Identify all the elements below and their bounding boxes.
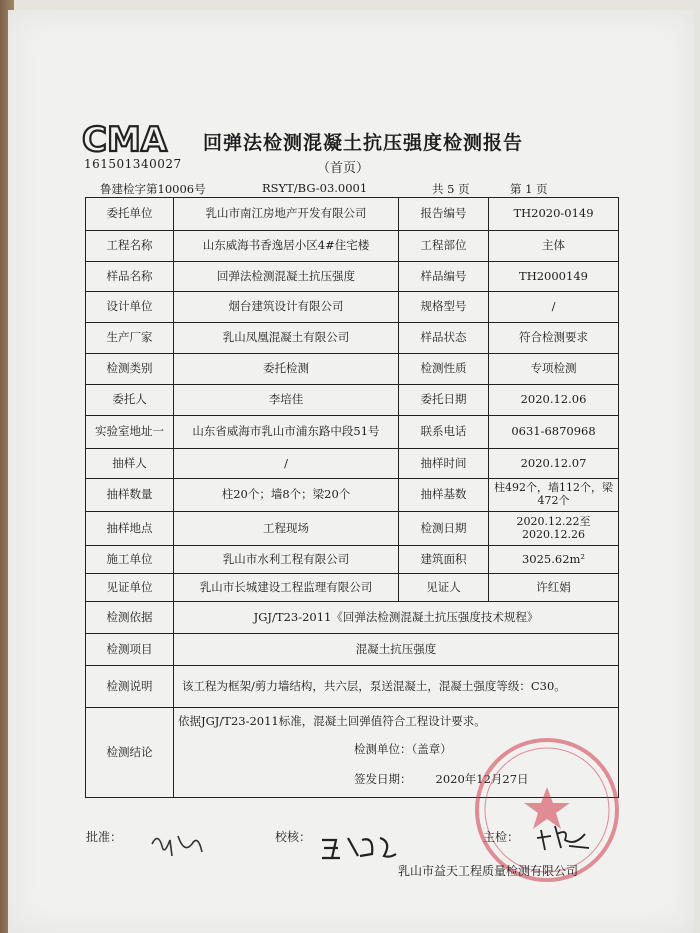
row-label: 样品编号 — [399, 262, 489, 292]
table-row — [86, 602, 619, 634]
row-label: 样品状态 — [399, 323, 489, 354]
row-label: 生产厂家 — [86, 323, 174, 354]
row-value: 回弹法检测混凝土抗压强度 — [174, 262, 399, 292]
table-row — [86, 512, 619, 546]
table-row — [86, 634, 619, 666]
row-value: 2020.12.06 — [489, 385, 619, 416]
row-value: 工程现场 — [174, 512, 399, 546]
row-value: 该工程为框架/剪力墙结构，共六层，泵送混凝土，混凝土强度等级：C30。 — [174, 666, 619, 708]
table-row — [86, 354, 619, 385]
row-value: 委托检测 — [174, 354, 399, 385]
row-label: 委托人 — [86, 385, 174, 416]
doc-code: RSYT/BG-03.0001 — [262, 181, 368, 195]
row-label: 设计单位 — [86, 292, 174, 323]
row-value: 柱20个；墙8个；梁20个 — [174, 479, 399, 512]
row-value: 柱492个，墙112个，梁472个 — [489, 479, 619, 512]
row-label: 抽样时间 — [399, 449, 489, 479]
total-pages: 共 5 页 — [432, 182, 470, 196]
row-label: 建筑面积 — [399, 546, 489, 574]
row-value: 李培佳 — [174, 385, 399, 416]
review-label: 校核： — [275, 830, 312, 844]
row-value: 0631-6870968 — [489, 416, 619, 449]
row-label: 委托单位 — [86, 198, 174, 231]
row-value: 混凝土抗压强度 — [174, 634, 619, 666]
table-row — [86, 546, 619, 574]
row-label: 实验室地址一 — [86, 416, 174, 449]
row-value: 乳山市长城建设工程监理有限公司 — [174, 574, 399, 602]
table-row — [86, 198, 619, 231]
row-label: 见证人 — [399, 574, 489, 602]
row-label: 抽样基数 — [399, 479, 489, 512]
row-label: 工程名称 — [86, 231, 174, 262]
row-label: 委托日期 — [399, 385, 489, 416]
table-row — [86, 479, 619, 512]
row-label: 见证单位 — [86, 574, 174, 602]
table-row — [86, 385, 619, 416]
row-value: / — [489, 292, 619, 323]
issue-date-value: 2020年12月27日 — [435, 771, 529, 786]
page-subtitle: （首页） — [316, 161, 369, 176]
row-value: 山东省威海市乳山市浦东路中段51号 — [174, 416, 399, 449]
row-label: 报告编号 — [399, 198, 489, 231]
approver-signature — [148, 826, 210, 862]
row-label: 检测性质 — [399, 354, 489, 385]
row-label: 联系电话 — [399, 416, 489, 449]
row-label: 检测类别 — [86, 354, 174, 385]
row-value: 3025.62m² — [489, 546, 619, 574]
row-value: / — [174, 449, 399, 479]
cma-number: 161501340027 — [84, 157, 182, 171]
row-label: 抽样地点 — [86, 512, 174, 546]
inspector-signature — [535, 820, 593, 854]
row-value: 2020.12.22至2020.12.26 — [489, 512, 619, 546]
cma-logo — [80, 117, 172, 159]
table-row — [86, 231, 619, 262]
row-label: 检测日期 — [399, 512, 489, 546]
table-row — [86, 416, 619, 449]
row-value: 烟台建筑设计有限公司 — [174, 292, 399, 323]
row-value: JGJ/T23-2011《回弹法检测混凝土抗压强度技术规程》 — [174, 602, 619, 634]
row-label: 施工单位 — [86, 546, 174, 574]
row-label: 检测说明 — [86, 666, 174, 708]
report-table-body — [86, 198, 619, 798]
row-label: 检测依据 — [86, 602, 174, 634]
row-label: 工程部位 — [399, 231, 489, 262]
cma-logo-text: CMA — [82, 120, 168, 159]
page-number: 第 1 页 — [510, 182, 548, 196]
inspect-label: 主检： — [483, 830, 520, 844]
row-label: 抽样数量 — [86, 479, 174, 512]
table-row — [86, 666, 619, 708]
row-label: 检测项目 — [86, 634, 174, 666]
issue-date-label: 签发日期： — [354, 771, 412, 786]
approve-label: 批准： — [86, 830, 123, 844]
conclusion-label: 检测结论 — [86, 708, 174, 798]
row-value: 许红娟 — [489, 574, 619, 602]
table-row — [86, 574, 619, 602]
table-row — [86, 292, 619, 323]
table-row — [86, 323, 619, 354]
row-value: 专项检测 — [489, 354, 619, 385]
company-name: 乳山市益天工程质量检测有限公司 — [398, 864, 579, 878]
page-title: 回弹法检测混凝土抗压强度检测报告 — [203, 132, 524, 154]
row-value: 乳山市南江房地产开发有限公司 — [174, 198, 399, 231]
row-label: 规格型号 — [399, 292, 489, 323]
row-value: 乳山市水利工程有限公司 — [174, 546, 399, 574]
report-table — [85, 197, 619, 798]
row-value: 符合检测要求 — [489, 323, 619, 354]
row-value: 山东威海书香逸居小区4#住宅楼 — [174, 231, 399, 262]
table-row — [86, 449, 619, 479]
row-value: 乳山凤凰混凝土有限公司 — [174, 323, 399, 354]
row-value: TH2000149 — [489, 262, 619, 292]
row-value: 主体 — [489, 231, 619, 262]
reviewer-signature — [318, 832, 400, 864]
row-value: 2020.12.07 — [489, 449, 619, 479]
license-number: 鲁建检字第10006号 — [100, 182, 206, 196]
table-row — [86, 262, 619, 292]
row-label: 抽样人 — [86, 449, 174, 479]
row-label: 样品名称 — [86, 262, 174, 292]
inspection-unit-label: 检测单位：（盖章） — [354, 741, 452, 756]
row-value: TH2020-0149 — [489, 198, 619, 231]
conclusion-text: 依据JGJ/T23-2011标准，混凝土回弹值符合工程设计要求。 — [178, 713, 486, 728]
